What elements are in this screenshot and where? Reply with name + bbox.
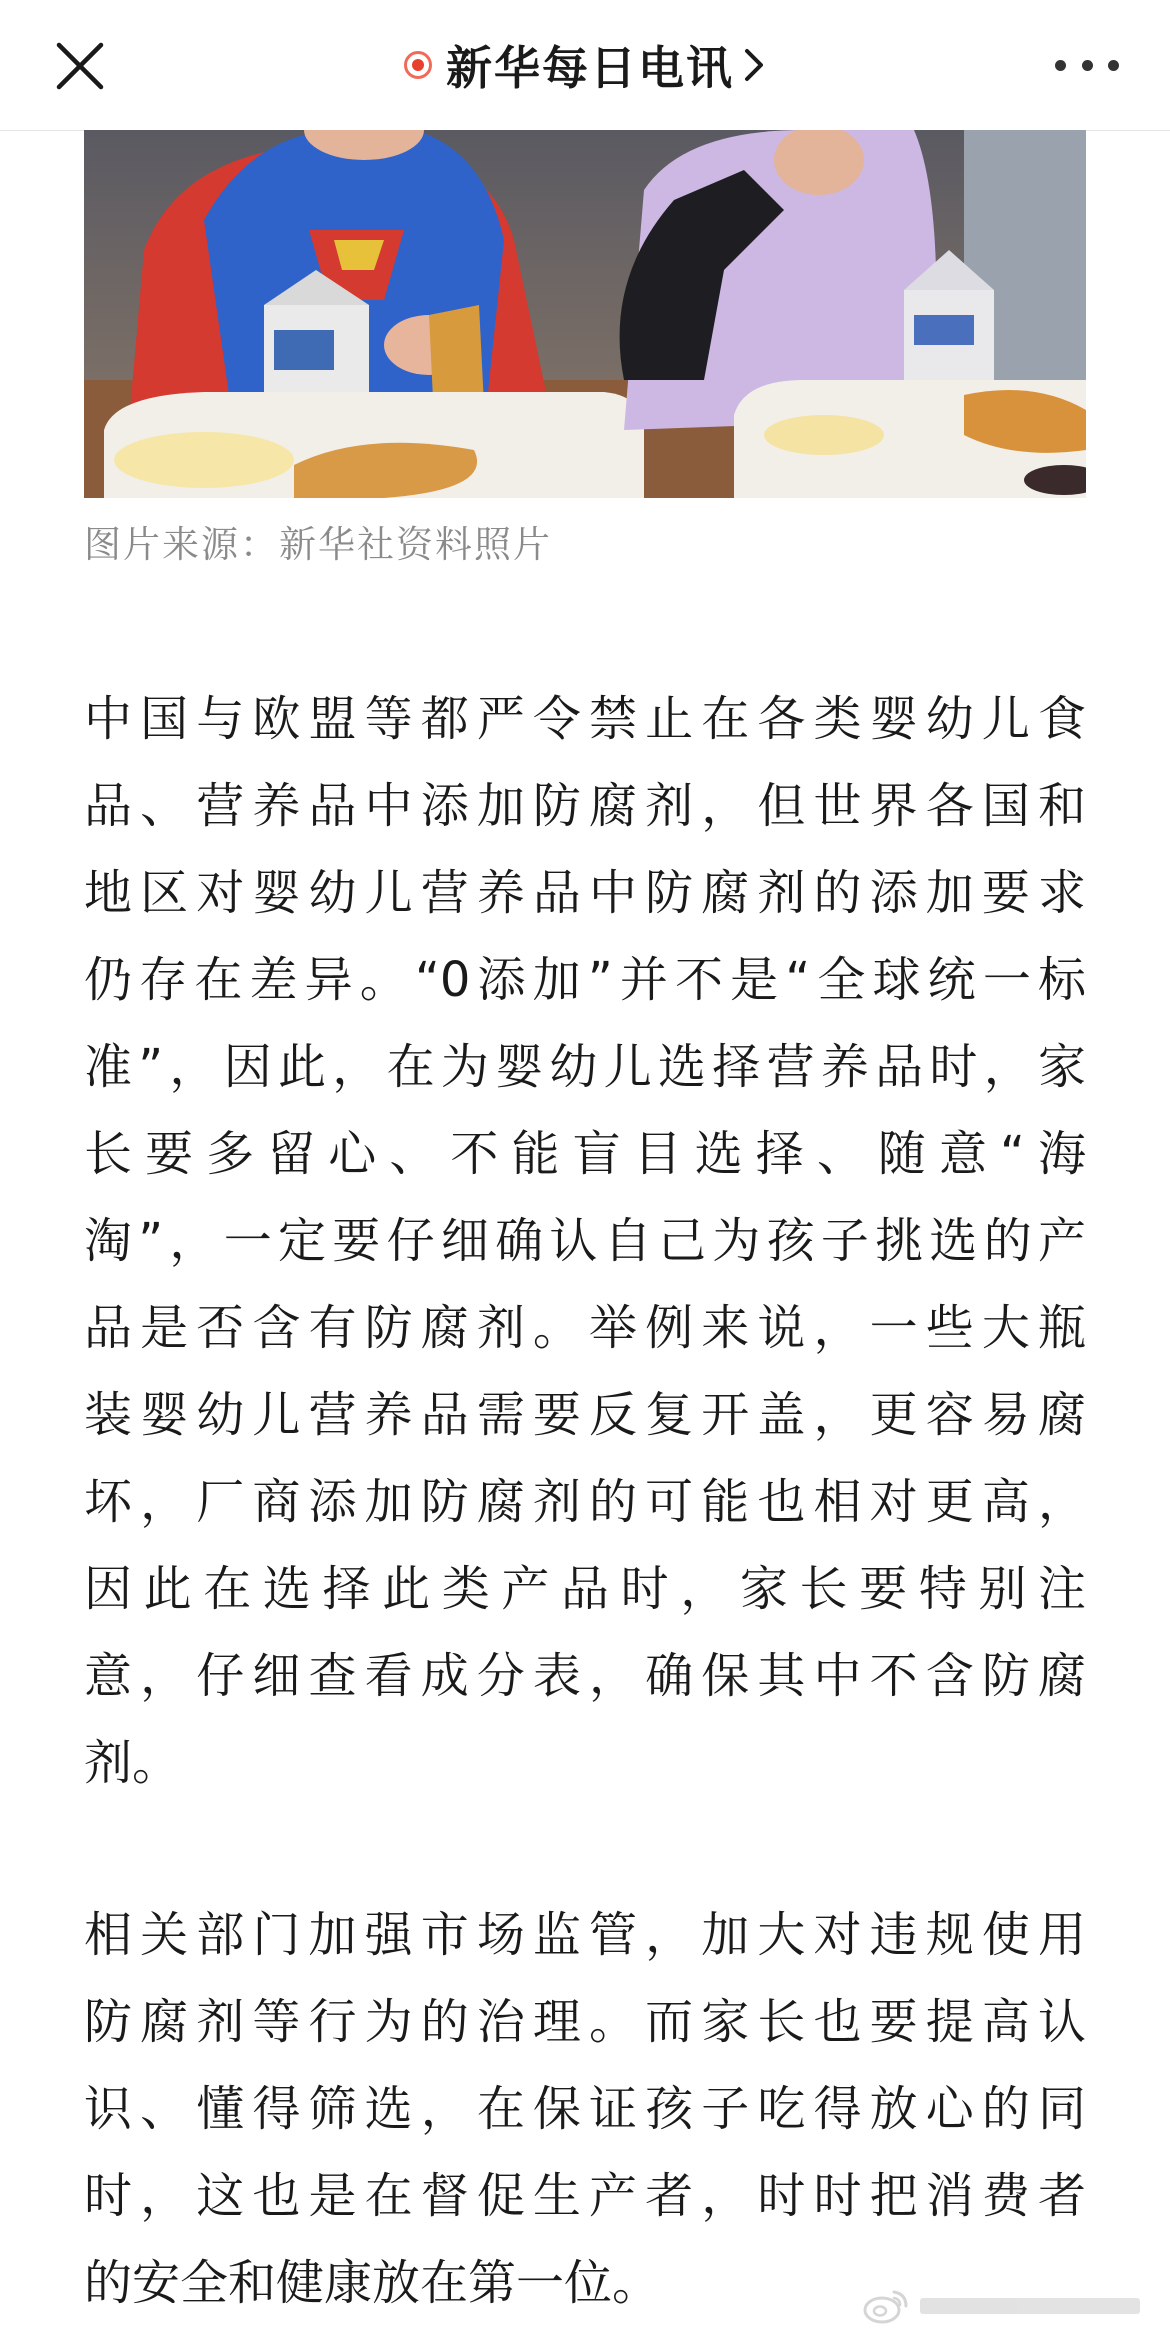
photo-caption: 图片来源：新华社资料照片 [84,523,552,566]
article-paragraph [84,1892,1086,2327]
paragraph-line: 相关部门加强市场监管，加大对违规使用 [84,1907,1086,1963]
paragraph-line: 因此在选择此类产品时，家长要特别注 [84,1561,1086,1617]
more-dot-icon [1082,60,1093,71]
account-title-link[interactable] [380,32,790,98]
paragraph-line: 地区对婴幼儿营养品中防腐剂的添加要求 [84,865,1086,921]
account-name: 新华每日电讯 [446,41,734,95]
weibo-logo-icon [862,2286,910,2326]
paragraph-line: 仍存在差异。“0添加”并不是“全球统一标 [84,952,1086,1008]
paragraph-line: 中国与欧盟等都严令禁止在各类婴幼儿食 [84,691,1086,747]
watermark-handle [920,2298,1140,2314]
paragraph-line: 意，仔细查看成分表，确保其中不含防腐 [84,1648,1086,1704]
paragraph-line: 识、懂得筛选，在保证孩子吃得放心的同 [84,2081,1086,2137]
close-icon [50,36,110,96]
paragraph-line: 淘”，一定要仔细确认自己为孩子挑选的产 [84,1213,1086,1269]
more-options-button[interactable] [1055,50,1119,80]
paragraph-line: 品、营养品中添加防腐剂，但世界各国和 [84,778,1086,834]
more-dot-icon [1055,60,1066,71]
more-dot-icon [1108,60,1119,71]
live-dot-icon [404,51,432,79]
paragraph-line: 长要多留心、不能盲目选择、随意“海 [84,1126,1086,1182]
paragraph-line: 防腐剂等行为的治理。而家长也要提高认 [84,1994,1086,2050]
paragraph-line: 坏，厂商添加防腐剂的可能也相对更高， [84,1474,1086,1530]
top-nav-bar [0,0,1170,131]
paragraph-line: 装婴幼儿营养品需要反复开盖，更容易腐 [84,1387,1086,1443]
chevron-right-icon [742,45,766,85]
close-button[interactable] [50,36,110,96]
article-paragraph [84,676,1086,1807]
paragraph-line: 剂。 [84,1735,181,1791]
weibo-watermark [862,2284,1162,2328]
paragraph-line: 准”，因此，在为婴幼儿选择营养品时，家 [84,1039,1086,1095]
paragraph-line: 品是否含有防腐剂。举例来说，一些大瓶 [84,1300,1086,1356]
paragraph-line: 时，这也是在督促生产者，时时把消费者 [84,2168,1086,2224]
paragraph-line: 的安全和健康放在第一位。 [84,2255,661,2311]
article-photo [84,130,1086,498]
